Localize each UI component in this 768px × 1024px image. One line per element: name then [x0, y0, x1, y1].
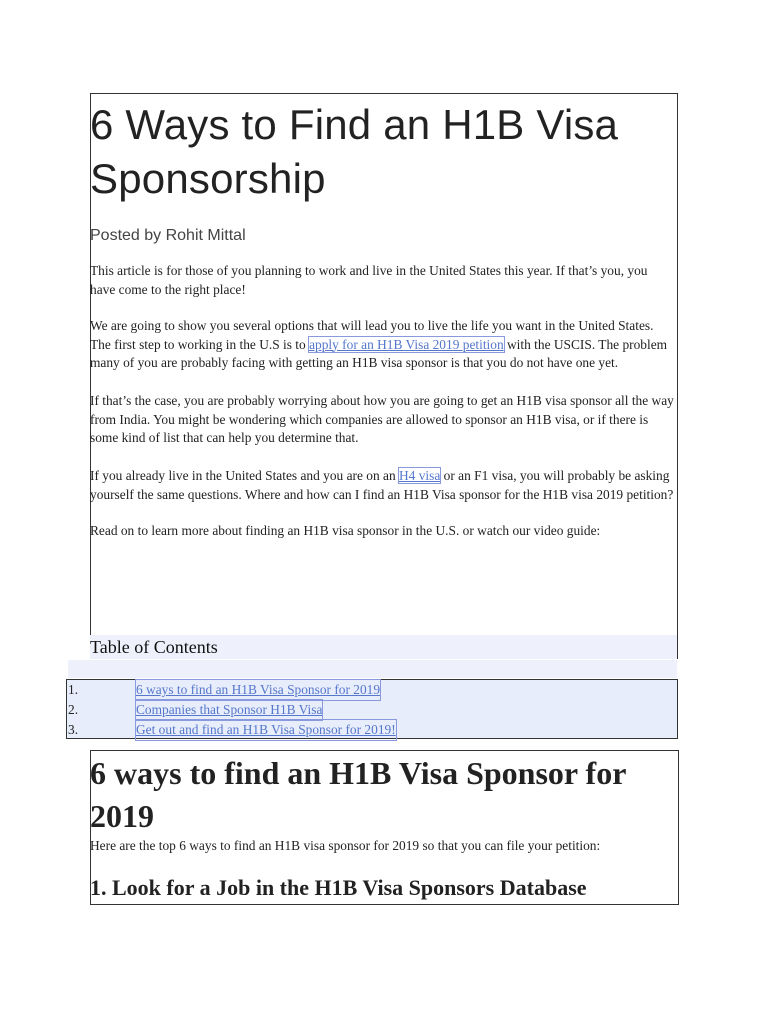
article-title: 6 Ways to Find an H1B Visa Sponsorship	[90, 101, 619, 202]
toc-item-3	[67, 720, 677, 740]
toc-item-number: 3.	[68, 722, 79, 737]
intro-paragraph-4-text-a: If you already live in the United States and you are on an	[90, 468, 400, 483]
apply-h1b-petition-link[interactable]: apply for an H1B Visa 2019 petition	[309, 336, 504, 352]
intro-paragraph-2-text-b: with the USCIS. The problem many of you are probably facing with getting an H1B visa sponsor is that you do not have one yet.	[90, 336, 668, 370]
toc-spacer-strip	[68, 660, 677, 678]
toc-item-number: 2.	[68, 702, 79, 717]
intro-paragraph-4	[90, 467, 676, 504]
intro-paragraph-5: Read on to learn more about finding an H1B visa sponsor in the U.S. or watch our video guide:	[90, 523, 601, 538]
toc-link-ways-to-find-sponsor[interactable]: 6 ways to find an H1B Visa Sponsor for 2019	[136, 680, 380, 700]
toc-item-1	[67, 680, 677, 700]
toc-item-2	[67, 700, 677, 720]
toc-link-companies-that-sponsor[interactable]: Companies that Sponsor H1B Visa	[136, 700, 322, 720]
article-byline: Posted by Rohit Mittal	[90, 227, 246, 244]
intro-paragraph-2-text-a: We are going to show you several options that will lead you to live the life you want in the United States. The first step to working in the U.S is to	[90, 318, 654, 352]
intro-paragraph-1: This article is for those of you planning to work and live in the United States this year. If that’s you, you have come to the right place!	[90, 263, 648, 297]
toc-list	[66, 679, 678, 739]
section-intro: Here are the top 6 ways to find an H1B visa sponsor for 2019 so that you can file your petition:	[90, 838, 601, 853]
intro-paragraph-2	[90, 317, 676, 373]
toc-title: Table of Contents	[90, 637, 218, 657]
h4-visa-link[interactable]: H4 visa	[399, 468, 441, 483]
toc-link-get-out-and-find[interactable]: Get out and find an H1B Visa Sponsor for 2019!	[136, 720, 396, 740]
toc-item-number: 1.	[68, 682, 79, 697]
section-subheading: 1. Look for a Job in the H1B Visa Sponsors Database	[90, 875, 587, 900]
section-heading: 6 ways to find an H1B Visa Sponsor for 2019	[90, 755, 626, 834]
intro-paragraph-4-text-b: or an F1 visa, you will probably be asking yourself the same questions. Where and how can I find an H1B Visa sponsor for the H1B visa 2019 petition?	[90, 468, 674, 502]
intro-paragraph-3: If that’s the case, you are probably worrying about how you are going to get an H1B visa sponsor all the way from India. You might be wondering which companies are allowed to sponsor an H1B visa, or if there is some kind of list that can help you determine that.	[90, 393, 674, 445]
